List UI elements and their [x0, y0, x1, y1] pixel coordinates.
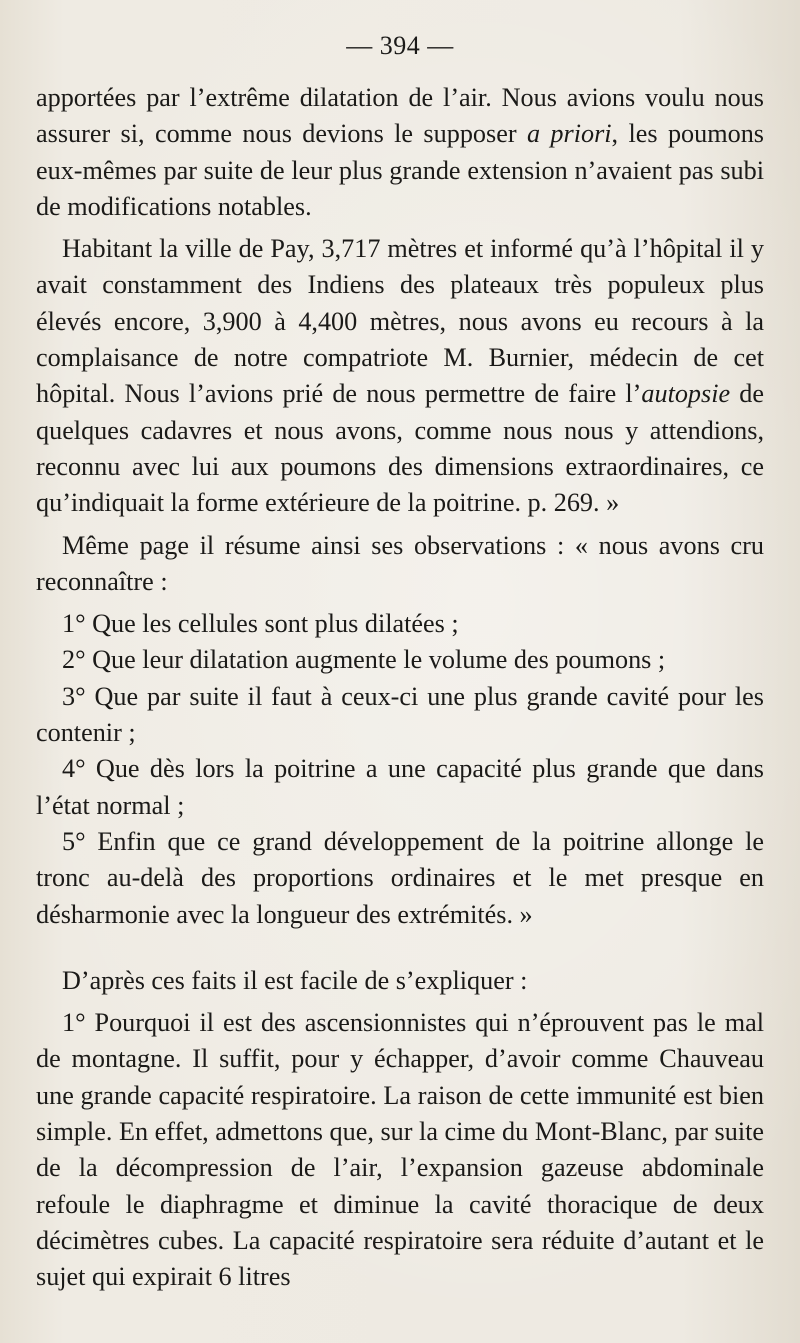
paragraph-2-italic: autopsie — [641, 379, 731, 409]
paragraph-3: Même page il résume ainsi ses observations : « nous avons cru reconnaître : — [36, 530, 764, 596]
list-item-5: 5° Enfin que ce grand développement de la poitrine allonge le tronc au-delà des proportions ordinaires et le met presque en désharmonie avec la longueur des extrémités. » — [36, 826, 764, 929]
paragraph-2-text: Habitant la ville de Pay, 3,717 mètres et informé qu’à l’hôpital il y avait constamment des Indiens des plateaux très populeux plus élevés encore, 3,900 à 4,400 mètres, nous avons eu recours à la complaisance de notre compatriote M. Burnier, médecin de cet hôpital. Nous l’avions prié de nous permettre de faire l’ — [36, 234, 764, 409]
paragraph-1-end: , les poumons eux-mêmes par suite de leur plus grande extension n’avaient pas subi de modifications notables. — [36, 119, 764, 221]
paragraph-1-italic: a priori — [526, 119, 612, 149]
page-number: — 394 — — [346, 31, 454, 60]
paragraph-5: 1° Pourquoi il est des ascensionnistes qui n’éprouvent pas le mal de montagne. Il suffit, pour y échapper, d’avoir comme Chauveau une grande capacité respiratoire. La raison de cette immunité est bien simple. En effet, admettons que, sur la cime du Mont-Blanc, par suite de la décompression de l’air, l’expansion gazeuse abdominale refoule le diaphragme et diminue la cavité thoracique de deux décimètres cubes. La capacité respiratoire sera réduite d’autant et le sujet qui expirait 6 litres — [36, 1008, 764, 1292]
paragraph-1 — [36, 80, 764, 225]
list-item-4: 4° Que dès lors la poitrine a une capacité plus grande que dans l’état normal ; — [36, 754, 764, 820]
list-item-3: 3° Que par suite il faut à ceux-ci une plus grande cavité pour les contenir ; — [36, 681, 764, 748]
page-body — [36, 80, 764, 1296]
paragraph-1-text: apportées par l’extrême dilatation de l’air. Nous avions voulu nous assurer si, comme nous devions le supposer — [36, 83, 764, 149]
list-item-2: 2° Que leur dilatation augmente le volume des poumons ; — [62, 645, 666, 675]
paragraph-2 — [36, 231, 764, 521]
list-item-1: 1° Que les cellules sont plus dilatées ; — [62, 609, 459, 639]
paragraph-2-end: de quelques cadavres et nous avons, comme nous nous y attendions, reconnu avec lui aux poumons des dimensions extraordinaires, ce qu’indiquait la forme extérieure de la poitrine. p. 269. » — [36, 379, 765, 518]
paragraph-4: D’après ces faits il est facile de s’expliquer : — [62, 965, 528, 995]
